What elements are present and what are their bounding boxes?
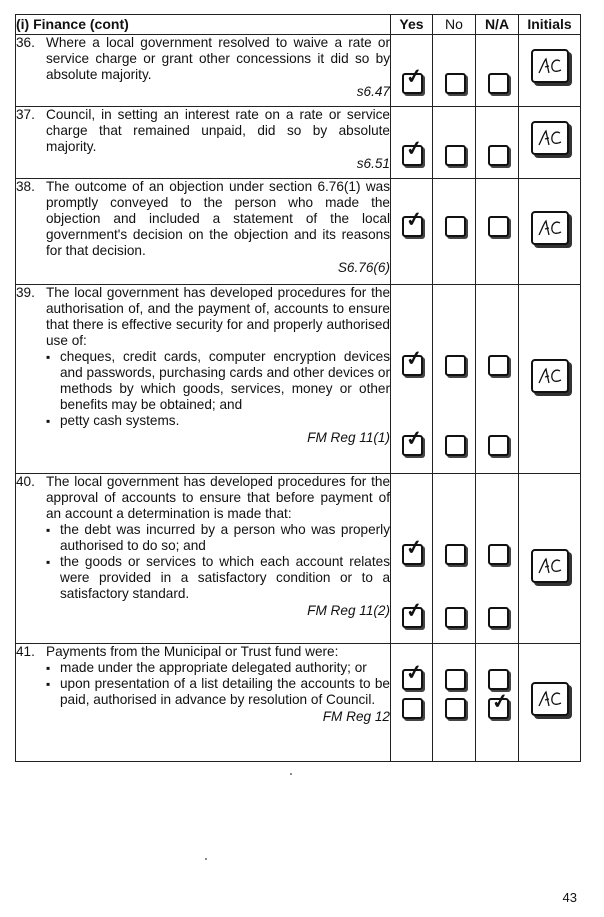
question-text: The outcome of an objection under section 6.76(1) was promptly conveyed to the person who made the objection and included a statement of the local government's decision on the objection and its reasons for that decision. [46, 179, 390, 258]
checklist-row [16, 474, 581, 644]
na-checkbox[interactable] [488, 73, 509, 94]
na-cell [476, 35, 519, 107]
checklist-row [16, 285, 581, 474]
checkmark-icon: ✓ [404, 346, 425, 372]
yes-cell [391, 644, 433, 762]
checklist-row [16, 107, 581, 179]
section-title: (i) Finance (cont) [16, 15, 391, 35]
regulation-reference: FM Reg 12 [322, 709, 390, 724]
checklist-row [16, 35, 581, 107]
initials-signature-box[interactable] [531, 211, 569, 245]
bullet-text: made under the appropriate delegated authority; or [60, 660, 367, 675]
initials-signature-box[interactable] [531, 549, 569, 583]
no-cell [433, 35, 476, 107]
question-number: 38. [16, 179, 35, 194]
question-text: Council, in setting an interest rate on a rate or service charge that remained unpaid, did so by absolute majority. [46, 107, 390, 154]
regulation-reference: s6.51 [356, 156, 390, 171]
na-checkbox[interactable] [488, 435, 509, 456]
bullet-icon: ▪ [46, 414, 51, 428]
bullet-text: cheques, credit cards, computer encryption devices and passwords, purchasing cards and other devices or methods by which goods, services, money or other benefits may be obtained; and [60, 349, 390, 412]
header-row [16, 15, 581, 35]
question-cell [16, 179, 391, 285]
bullet-text: upon presentation of a list detailing the accounts to be paid, authorised in advance by resolution of Council. [60, 676, 390, 707]
bullet-icon: ▪ [46, 523, 51, 537]
no-checkbox[interactable] [445, 435, 466, 456]
regulation-reference: s6.47 [356, 84, 390, 99]
initials-signature-box[interactable] [531, 49, 569, 83]
bullet-item [46, 660, 390, 676]
checkmark-icon: ✓ [404, 64, 425, 90]
na-checkbox[interactable] [488, 544, 509, 565]
yes-cell [391, 107, 433, 179]
checkmark-icon: ✓ [404, 207, 425, 233]
no-cell [433, 107, 476, 179]
yes-checkbox[interactable] [402, 64, 425, 94]
finance-checklist-table [15, 14, 581, 762]
page-number: 43 [562, 890, 577, 905]
question-text: The local government has developed procedures for the authorisation of, and the payment of, accounts to ensure that there is effective security for and properly authorised use of: [46, 285, 390, 348]
no-checkbox[interactable] [445, 145, 466, 166]
yes-checkbox[interactable] [402, 346, 425, 376]
bullet-icon: ▪ [46, 677, 51, 691]
checkmark-icon: ✓ [404, 426, 425, 452]
question-cell [16, 474, 391, 644]
no-checkbox[interactable] [445, 73, 466, 94]
na-checkbox[interactable] [488, 689, 511, 719]
checkmark-icon: ✓ [404, 660, 425, 686]
initials-cell [519, 644, 581, 762]
bullet-item [46, 413, 390, 429]
no-cell [433, 285, 476, 474]
na-checkbox[interactable] [488, 355, 509, 376]
bullet-item [46, 554, 390, 602]
bullet-item [46, 676, 390, 708]
initials-signature-box[interactable] [531, 359, 569, 393]
bullet-item [46, 522, 390, 554]
scan-speck [290, 773, 292, 775]
question-cell [16, 107, 391, 179]
no-checkbox[interactable] [445, 669, 466, 690]
regulation-reference: FM Reg 11(1) [307, 430, 390, 445]
initials-cell [519, 285, 581, 474]
yes-column-header: Yes [391, 15, 433, 35]
question-cell [16, 285, 391, 474]
checkmark-icon: ✓ [490, 689, 511, 715]
no-checkbox[interactable] [445, 216, 466, 237]
no-checkbox[interactable] [445, 355, 466, 376]
regulation-reference: S6.76(6) [337, 260, 390, 275]
no-cell [433, 179, 476, 285]
question-number: 39. [16, 285, 35, 300]
yes-checkbox[interactable] [402, 207, 425, 237]
question-number: 41. [16, 644, 35, 659]
question-text: Where a local government resolved to waive a rate or service charge or grant other concessions it did so by absolute majority. [46, 35, 390, 82]
na-cell [476, 474, 519, 644]
handwritten-initials-icon [536, 365, 564, 387]
na-cell [476, 644, 519, 762]
no-checkbox[interactable] [445, 698, 466, 719]
question-cell [16, 644, 391, 762]
bullet-list [46, 522, 390, 602]
handwritten-initials-icon [536, 555, 564, 577]
na-cell [476, 179, 519, 285]
question-number: 40. [16, 474, 35, 489]
no-cell [433, 474, 476, 644]
initials-column-header: Initials [519, 15, 581, 35]
yes-checkbox[interactable] [402, 598, 425, 628]
yes-cell [391, 474, 433, 644]
initials-cell [519, 35, 581, 107]
initials-signature-box[interactable] [531, 121, 569, 155]
yes-checkbox[interactable] [402, 698, 423, 719]
checkmark-icon: ✓ [404, 136, 425, 162]
initials-cell [519, 474, 581, 644]
bullet-item [46, 349, 390, 413]
checkmark-icon: ✓ [404, 535, 425, 561]
bullet-text: petty cash systems. [60, 413, 180, 428]
na-column-header: N/A [476, 15, 519, 35]
yes-checkbox[interactable] [402, 426, 425, 456]
na-checkbox[interactable] [488, 669, 509, 690]
bullet-icon: ▪ [46, 661, 51, 675]
no-checkbox[interactable] [445, 607, 466, 628]
na-checkbox[interactable] [488, 607, 509, 628]
initials-cell [519, 179, 581, 285]
yes-cell [391, 179, 433, 285]
yes-cell [391, 285, 433, 474]
bullet-list [46, 660, 390, 708]
no-cell [433, 644, 476, 762]
yes-cell [391, 35, 433, 107]
na-cell [476, 107, 519, 179]
checkmark-icon: ✓ [404, 598, 425, 624]
handwritten-initials-icon [536, 217, 564, 239]
no-column-header: No [433, 15, 476, 35]
bullet-icon: ▪ [46, 555, 51, 569]
handwritten-initials-icon [536, 127, 564, 149]
regulation-reference: FM Reg 11(2) [307, 603, 390, 618]
question-text: Payments from the Municipal or Trust fund were: [46, 644, 339, 659]
no-checkbox[interactable] [445, 544, 466, 565]
question-number: 36. [16, 35, 35, 50]
bullet-text: the goods or services to which each account relates were provided in a satisfactory condition or to a satisfactory standard. [60, 554, 390, 601]
checklist-row [16, 179, 581, 285]
na-checkbox[interactable] [488, 145, 509, 166]
yes-checkbox[interactable] [402, 660, 425, 690]
handwritten-initials-icon [536, 688, 564, 710]
initials-cell [519, 107, 581, 179]
yes-checkbox[interactable] [402, 136, 425, 166]
yes-checkbox[interactable] [402, 535, 425, 565]
initials-signature-box[interactable] [531, 682, 569, 716]
checklist-row [16, 644, 581, 762]
na-cell [476, 285, 519, 474]
question-cell [16, 35, 391, 107]
handwritten-initials-icon [536, 55, 564, 77]
bullet-list [46, 349, 390, 429]
question-text: The local government has developed procedures for the approval of accounts to ensure that before payment of an account a determination is made that: [46, 474, 390, 521]
bullet-text: the debt was incurred by a person who was properly authorised to do so; and [60, 522, 390, 553]
bullet-icon: ▪ [46, 350, 51, 364]
question-number: 37. [16, 107, 35, 122]
scan-speck [205, 858, 207, 860]
na-checkbox[interactable] [488, 216, 509, 237]
